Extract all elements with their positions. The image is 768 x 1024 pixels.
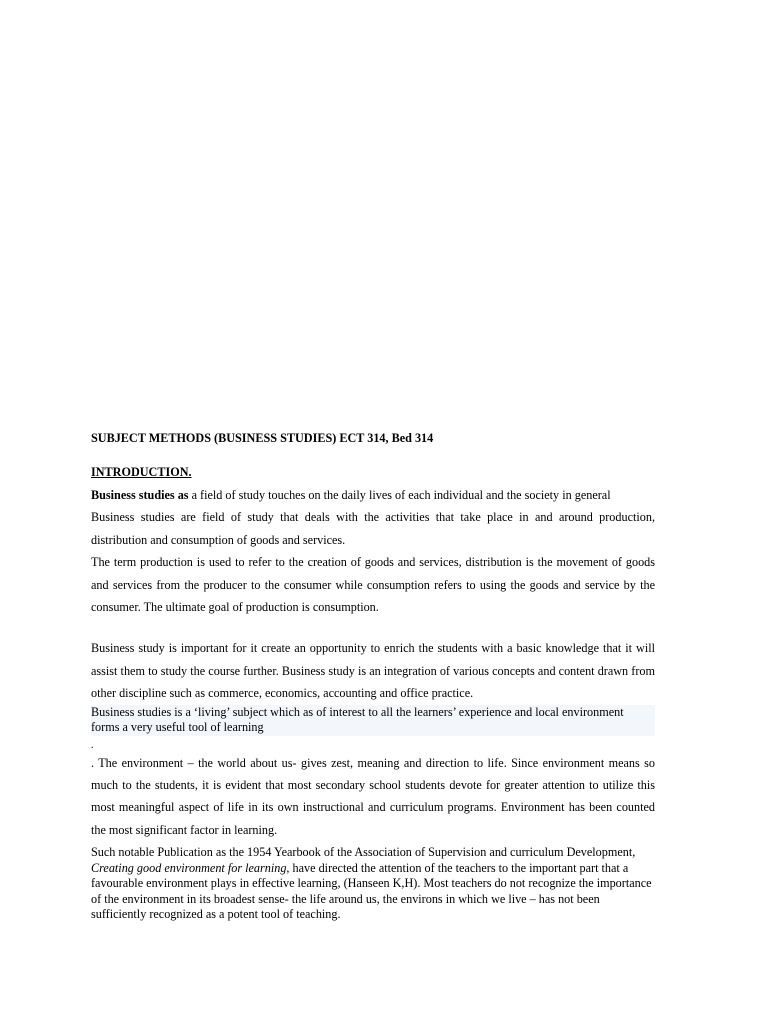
paragraph-environment: . The environment – the world about us- gives zest, meaning and direction to life. Since environment means so much to the students, it is evident that most secondary school students devote for greater attention to utilize this most meaningful aspect of life in its own instructional and curriculum programs. Environment has been counted the most significant factor in learning.	[91, 755, 655, 837]
paragraph-yearbook-italic: Creating good environment for learning,	[91, 860, 290, 875]
document-title: SUBJECT METHODS (BUSINESS STUDIES) ECT 314, Bed 314	[91, 431, 434, 445]
paragraph-living-subject: Business studies is a ‘living’ subject which as of interest to all the learners’ experience and local environment forms a very useful tool of learning	[91, 705, 655, 736]
section-heading-introduction: INTRODUCTION.	[91, 465, 192, 479]
paragraph-production-term: The term production is used to refer to the creation of goods and services, distribution is the movement of goods and services from the producer to the consumer while consumption refers to using the goods and service by the consumer. The ultimate goal of production is consumption.	[91, 555, 655, 615]
paragraph-yearbook-part-a: Such notable Publication as the 1954 Yearbook of the Association of Supervision and curriculum Development,	[91, 845, 636, 860]
document-body	[91, 428, 655, 923]
paragraph-lead-rest: a field of study touches on the daily lives of each individual and the society in general	[188, 488, 611, 502]
paragraph-yearbook	[91, 845, 655, 923]
paragraph-lead-bold: Business studies as	[91, 488, 189, 502]
paragraph-business-studies-definition	[91, 484, 655, 506]
paragraph-field-of-study: Business studies are field of study that deals with the activities that take place in and around production, distribution and consumption of goods and services.	[91, 510, 655, 547]
paragraph-yearbook-part-b: have directed the attention of the teachers to the important part that a favourable environment plays in effective learning, (Hanseen K,H). Most teachers do not recognize the importance of the environment in its broadest sense- the life around us, the environs in which we live – has not been sufficiently recognized as a potent tool of teaching.	[91, 860, 652, 922]
paragraph-importance: Business study is important for it create an opportunity to enrich the students with a basic knowledge that it will assist them to study the course further. Business study is an integration of various concepts and content drawn from other discipline such as commerce, economics, accounting and office practice.	[91, 641, 655, 701]
paragraph-dot: .	[91, 739, 94, 751]
